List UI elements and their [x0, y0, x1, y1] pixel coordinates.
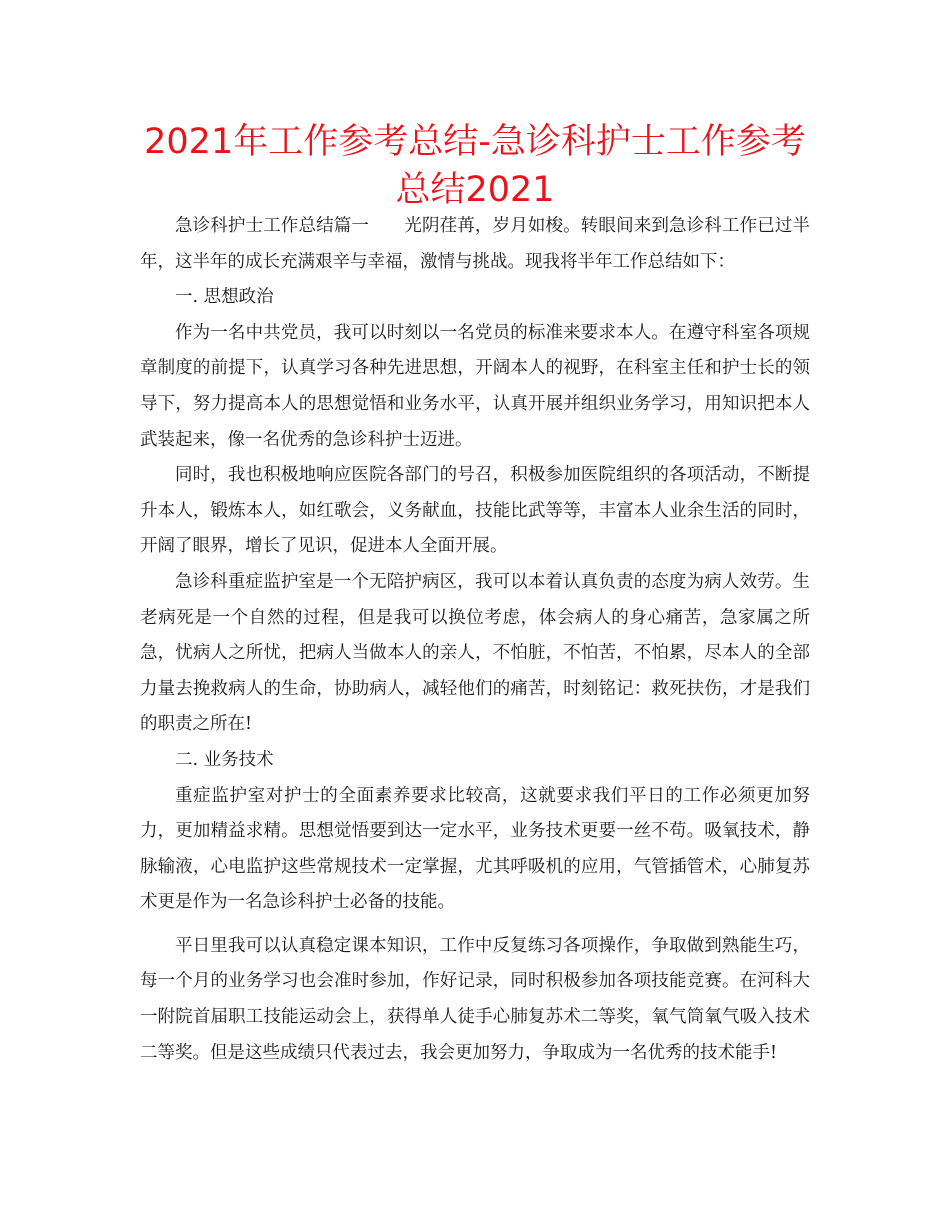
paragraph-intro: 急诊科护士工作总结篇一 光阴荏苒，岁月如梭。转眼间来到急诊科工作已过半年，这半年的成长充满艰辛与幸福，激情与挑战。现我将半年工作总结如下： [140, 216, 810, 272]
section-heading-ideology: 一. 思想政治 [175, 287, 274, 308]
paragraph-icu-care: 急诊科重症监护室是一个无陪护病区，我可以本着认真负责的态度为病人效劳。生老病死是一个自然的过程，但是我可以换位考虑，体会病人的身心痛苦，急家属之所急，忧病人之所忧，把病人当做本人的亲人，不怕脏，不怕苦，不怕累，尽本人的全部力量去挽救病人的生命，协助病人，减轻他们的痛苦，时刻铭记：救死扶伤，才是我们的职责之所在! [140, 571, 810, 735]
section-heading-skills: 二. 业务技术 [175, 749, 274, 770]
paragraph-achievements: 平日里我可以认真稳定课本知识，工作中反复练习各项操作，争取做到熟能生巧，每一个月的业务学习也会准时参加，作好记录，同时积极参加各项技能竞赛。在河科大一附院首届职工技能运动会上，获得单人徒手心肺复苏术二等奖，氧气筒氧气吸入技术二等奖。但是这些成绩只代表过去，我会更加努力，争取成为一名优秀的技术能手! [140, 935, 810, 1063]
paragraph-activities: 同时，我也积极地响应医院各部门的号召，积极参加医院组织的各项活动，不断提升本人，锻炼本人，如红歌会，义务献血，技能比武等等，丰富本人业余生活的同时，开阔了眼界，增长了见识，促进本人全面开展。 [140, 465, 810, 557]
document-title: 2021年工作参考总结-急诊科护士工作参考总结2021 [144, 122, 806, 210]
document-body [140, 209, 810, 1071]
paragraph-party-member: 作为一名中共党员，我可以时刻以一名党员的标准来要求本人。在遵守科室各项规章制度的前提下，认真学习各种先进思想，开阔本人的视野，在科室主任和护士长的领导下，努力提高本人的思想觉悟和业务水平，认真开展并组织业务学习，用知识把本人武装起来，像一名优秀的急诊科护士迈进。 [140, 322, 810, 450]
paragraph-skill-requirements: 重症监护室对护士的全面素养要求比较高，这就要求我们平日的工作必须更加努力，更加精益求精。思想觉悟要到达一定水平，业务技术更要一丝不苟。吸氧技术，静脉输液，心电监护这些常规技术一定掌握，尤其呼吸机的应用，气管插管术，心肺复苏术更是作为一名急诊科护士必备的技能。 [140, 785, 810, 913]
